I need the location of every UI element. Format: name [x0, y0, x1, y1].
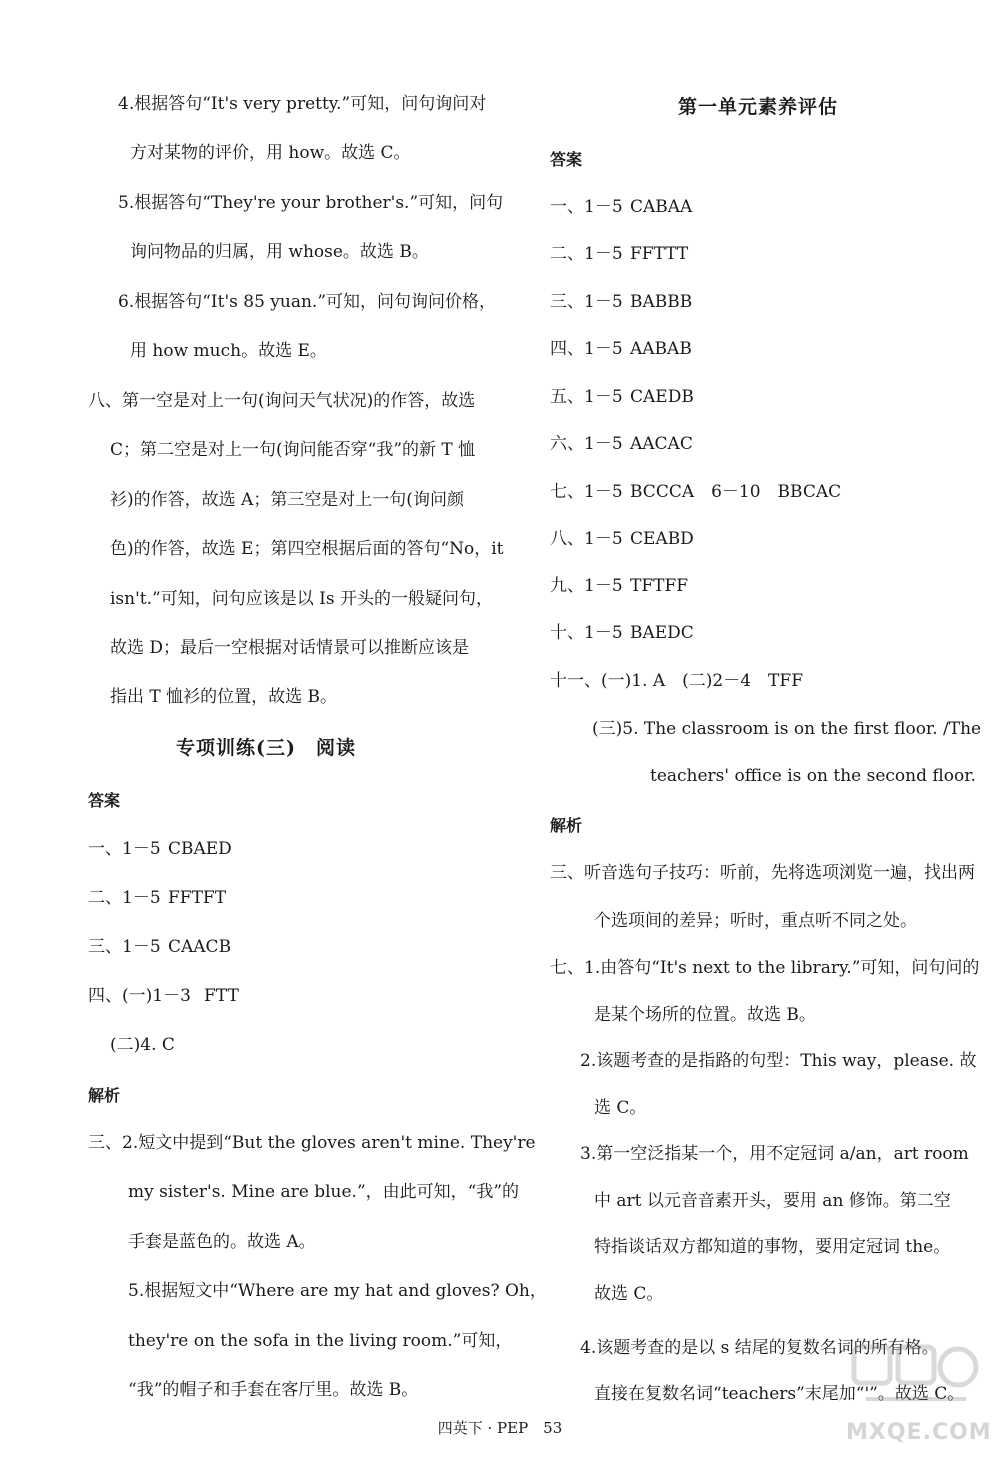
text-line: “我”的帽子和手套在客厅里。故选 B。 [128, 1380, 419, 1400]
text-line: 2.该题考查的是指路的句型：This way，please. 故 [580, 1051, 977, 1071]
text-line: 手套是蓝色的。故选 A。 [128, 1232, 316, 1252]
answer-key: 七、1－5 [550, 482, 623, 502]
answer-row [550, 575, 688, 597]
text-line: 三、2.短文中提到“But the gloves aren't mine. They're [88, 1133, 536, 1153]
answer-value: TFTFF [630, 576, 689, 596]
text-line: 三、听音选句子技巧：听前，先将选项浏览一遍，找出两 [550, 863, 975, 883]
analysis-label: 解析 [550, 816, 583, 835]
analysis-label: 解析 [88, 1086, 121, 1105]
answer-row: 十一、(一)1. A (二)2－4 TFF [550, 671, 803, 691]
text-line: 3.第一空泛指某一个，用不定冠词 a/an，art room [580, 1144, 969, 1164]
watermark-icon [846, 1339, 986, 1419]
answer-key: 四、1－5 [550, 339, 623, 359]
text-line: 故选 C。 [594, 1284, 664, 1304]
answer-row [550, 338, 692, 360]
answer-row [88, 838, 232, 860]
answer-row [550, 481, 841, 503]
answer-value: CAEDB [630, 387, 694, 407]
text-line: 选 C。 [594, 1098, 647, 1118]
answer-value: BABBB [630, 292, 693, 312]
text-line: 5.根据答句“They're your brother's.”可知，问句 [118, 193, 504, 213]
answers-label: 答案 [550, 150, 583, 169]
answer-key: 一、1－5 [550, 197, 623, 217]
answer-row [550, 528, 694, 550]
page-footer: 四英下 · PEP 53 [437, 1419, 563, 1437]
text-line: 6.根据答句“It's 85 yuan.”可知，问句询问价格， [118, 292, 497, 312]
answer-row [550, 622, 694, 644]
answer-row [550, 243, 688, 265]
text-line: 特指谈话双方都知道的事物，要用定冠词 the。 [594, 1237, 951, 1257]
text-line: 指出 T 恤衫的位置，故选 B。 [110, 687, 338, 707]
answer-key: 四、(一)1－3 [88, 986, 191, 1006]
answer-row [88, 887, 226, 909]
answer-key: 六、1－5 [550, 434, 623, 454]
answer-key: 八、1－5 [550, 529, 623, 549]
text-line: 5.根据短文中“Where are my hat and gloves? Oh， [128, 1281, 547, 1301]
answer-key: 三、1－5 [88, 937, 161, 957]
answer-key: 五、1－5 [550, 387, 623, 407]
section-title: 第一单元素养评估 [678, 96, 839, 118]
answer-value: BCCCA 6－10 BBCAC [630, 482, 842, 502]
text-line: 方对某物的评价，用 how。故选 C。 [130, 143, 411, 163]
answer-key: 三、1－5 [550, 292, 623, 312]
text-line: my sister's. Mine are blue.”，由此可知，“我”的 [128, 1182, 520, 1202]
answer-key: 九、1－5 [550, 576, 623, 596]
text-line: C；第二空是对上一句(询问能否穿“我”的新 T 恤 [110, 440, 476, 460]
answer-value: FTT [204, 986, 239, 1006]
text-line: 故选 D；最后一空根据对话情景可以推断应该是 [110, 638, 470, 658]
answer-key: 二、1－5 [550, 244, 623, 264]
watermark-logo [846, 1339, 992, 1449]
text-line: (三)5. The classroom is on the first floor. /The [592, 719, 982, 739]
answer-value: CABAA [630, 197, 693, 217]
answers-label: 答案 [88, 791, 121, 810]
answer-key: 一、1－5 [88, 839, 161, 859]
text-line: 用 how much。故选 E。 [130, 341, 327, 361]
text-line: 个选项间的差异；听时，重点听不同之处。 [594, 911, 917, 931]
answer-key: 二、1－5 [88, 888, 161, 908]
answer-value: CBAED [168, 839, 232, 859]
text-line: 直接在复数名词“teachers”末尾加“'”。故选 C。 [594, 1384, 965, 1404]
answer-extra: (二)4. C [110, 1035, 175, 1055]
text-line: 中 art 以元音音素开头，要用 an 修饰。第二空 [594, 1191, 951, 1211]
text-line: 4.该题考查的是以 s 结尾的复数名词的所有格。 [580, 1338, 939, 1358]
text-line: 八、第一空是对上一句(询问天气状况)的作答，故选 [88, 391, 476, 411]
answer-value: AABAB [630, 339, 692, 359]
text-line: 是某个场所的位置。故选 B。 [594, 1005, 816, 1025]
text-line: teachers' office is on the second floor. [650, 766, 976, 786]
answer-row [550, 291, 692, 313]
text-line: 询问物品的归属，用 whose。故选 B。 [130, 242, 429, 262]
text-line: 色)的作答，故选 E；第四空根据后面的答句“No，it [110, 539, 504, 559]
answer-value: AACAC [630, 434, 693, 454]
text-line: 七、1.由答句“It's next to the library.”可知，问句问的 [550, 958, 980, 978]
answer-row [550, 386, 694, 408]
answer-row [88, 985, 239, 1007]
answer-row [550, 433, 693, 455]
answer-value: CEABD [630, 529, 694, 549]
answer-value: CAACB [168, 937, 232, 957]
text-line: isn't.”可知，问句应该是以 Is 开头的一般疑问句， [110, 589, 493, 609]
answer-value: FFTTT [630, 244, 689, 264]
answer-value: FFTFT [168, 888, 227, 908]
answer-row [550, 196, 692, 218]
watermark-text: MXQE.COM [846, 1420, 992, 1445]
text-line: 衫)的作答，故选 A；第三空是对上一句(询问颜 [110, 490, 464, 510]
section-title: 专项训练(三) 阅读 [176, 737, 356, 759]
answer-key: 十、1－5 [550, 623, 623, 643]
text-line: 4.根据答句“It's very pretty.”可知，问句询问对 [118, 94, 487, 114]
answer-value: BAEDC [630, 623, 694, 643]
text-line: they're on the sofa in the living room.”可知， [128, 1331, 513, 1351]
answer-row [88, 936, 231, 958]
